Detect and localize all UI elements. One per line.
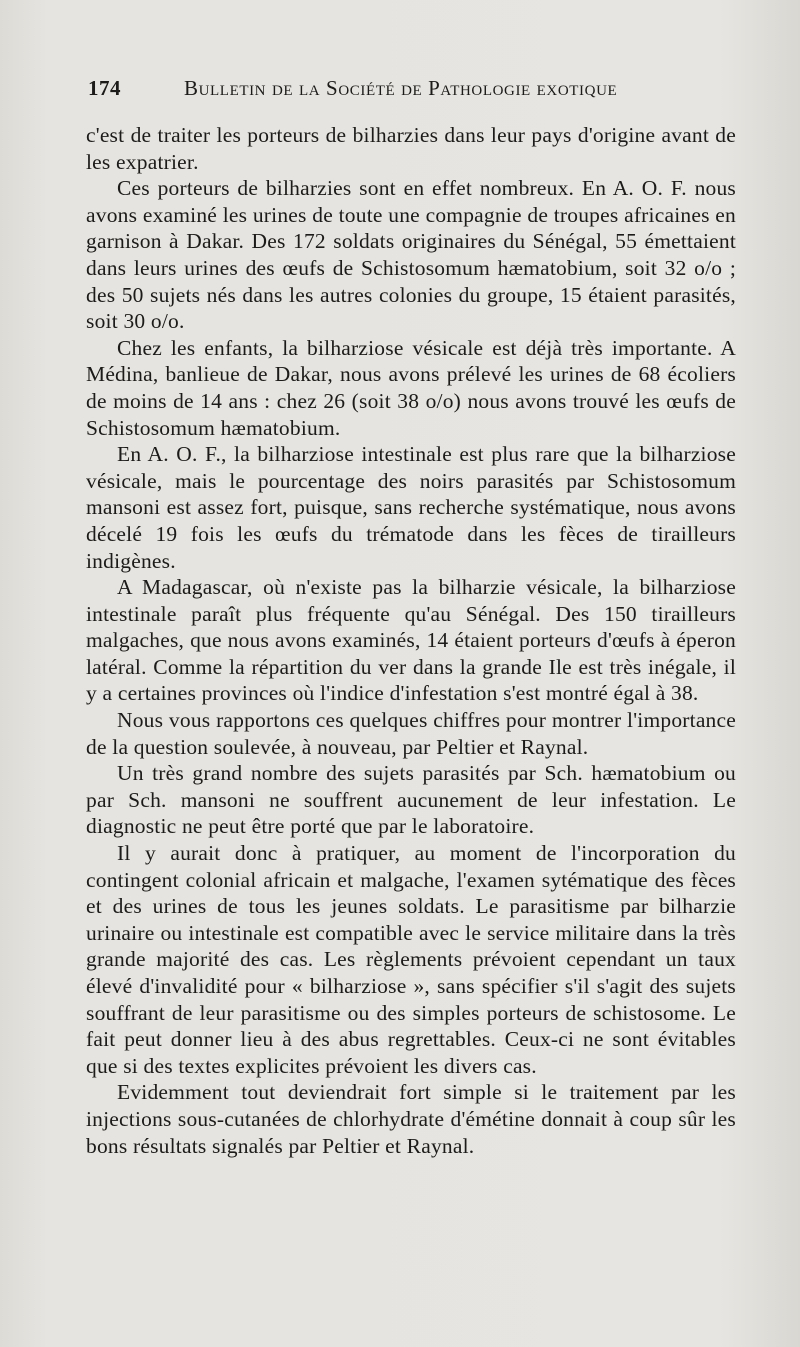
- running-title: Bulletin de la Société de Pathologie exotique: [184, 76, 618, 100]
- paragraph-6: Nous vous rapportons ces quelques chiffres pour montrer l'importance de la question soulevée, à nouveau, par Peltier et Raynal.: [86, 708, 736, 759]
- paragraph-3: Chez les enfants, la bilharziose vésicale est déjà très importante. A Médina, banlieue de Dakar, nous avons prélevé les urines de 68 écoliers de moins de 14 ans : chez 26 (soit 38 o/o) nous avons trouvé les œufs de Schistosomum hæmatobium.: [86, 335, 736, 440]
- paragraph-9: Evidemment tout deviendrait fort simple si le traitement par les injections sous-cutanées de chlorhydrate d'émétine donnait à coup sûr les bons résultats signalés par Peltier et Raynal.: [86, 1080, 736, 1158]
- paragraph-2: Ces porteurs de bilharzies sont en effet nombreux. En A. O. F. nous avons examiné les urines de toute une compagnie de troupes africaines en garnison à Dakar. Des 172 soldats originaires du Sénégal, 55 émettaient dans leurs urines des œufs de Schistosomum hæmatobium, soit 32 o/o ; des 50 sujets nés dans les autres colonies du groupe, 15 étaient parasités, soit 30 o/o.: [86, 176, 736, 334]
- page-header: [88, 76, 738, 106]
- paragraph-5: A Madagascar, où n'existe pas la bilharzie vésicale, la bilharziose intestinale paraît plus fréquente qu'au Sénégal. Des 150 tirailleurs malgaches, que nous avons examinés, 14 étaient porteurs d'œufs à éperon latéral. Comme la répartition du ver dans la grande Ile est très inégale, il y a certaines provinces où l'indice d'infestation s'est montré égal à 38.: [86, 575, 736, 706]
- page-number: 174: [88, 76, 121, 100]
- paragraph-7: Un très grand nombre des sujets parasités par Sch. hæmatobium ou par Sch. mansoni ne souffrent aucunement de leur infestation. Le diagnostic ne peut être porté que par le laboratoire.: [86, 761, 736, 839]
- paragraph-4: En A. O. F., la bilharziose intestinale est plus rare que la bilharziose vésicale, mais le pourcentage des noirs parasités par Schistosomum mansoni est assez fort, puisque, sans recherche systématique, nous avons décelé 19 fois les œufs du trématode dans les fèces de tirailleurs indigènes.: [86, 442, 736, 573]
- article-body: [86, 122, 736, 1159]
- paragraph-8: Il y aurait donc à pratiquer, au moment de l'incorporation du contingent colonial africain et malgache, l'examen sytématique des fèces et des urines de tous les jeunes soldats. Le parasitisme par bilharzie urinaire ou intestinale est compatible avec le service militaire dans la très grande majorité des cas. Les règlements prévoient cependant un taux élevé d'invalidité pour « bilharziose », sans spécifier s'il s'agit des sujets souffrant de leur parasitisme ou des simples porteurs de schistosome. Le fait peut donner lieu à des abus regrettables. Ceux-ci ne sont évitables que si des textes explicites prévoient les divers cas.: [86, 841, 736, 1078]
- paragraph-1: c'est de traiter les porteurs de bilharzies dans leur pays d'origine avant de les expatrier.: [86, 123, 736, 174]
